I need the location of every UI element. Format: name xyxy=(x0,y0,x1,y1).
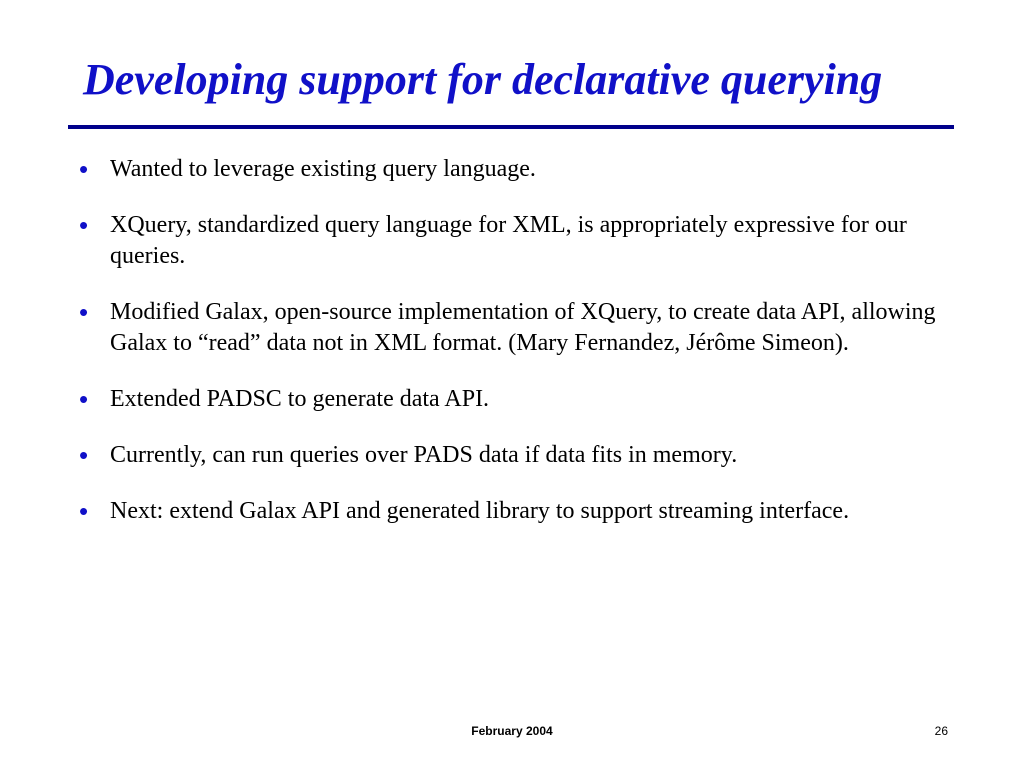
bullet-icon: • xyxy=(79,384,89,414)
bullet-item xyxy=(79,440,949,471)
bullet-item xyxy=(79,384,949,415)
bullet-text: Extended PADSC to generate data API. xyxy=(110,386,490,412)
bullet-item xyxy=(79,154,949,185)
bullet-text: Next: extend Galax API and generated library to support streaming interface. xyxy=(110,498,850,524)
title-divider xyxy=(68,125,954,129)
bullet-text: Currently, can run queries over PADS data if data fits in memory. xyxy=(110,442,738,468)
bullet-icon: • xyxy=(79,440,89,470)
bullet-icon: • xyxy=(79,210,89,240)
slide-title: Developing support for declarative querying xyxy=(83,55,883,104)
bullet-text: Wanted to leverage existing query language. xyxy=(110,156,536,182)
bullet-icon: • xyxy=(79,154,89,184)
bullet-item xyxy=(79,210,949,272)
bullet-item xyxy=(79,297,949,359)
bullet-text: Modified Galax, open-source implementation of XQuery, to create data API, allowing Galax to “read” data not in XML format. (Mary Fernandez, Jérôme Simeon). xyxy=(110,299,936,356)
bullet-list xyxy=(79,154,949,552)
bullet-item xyxy=(79,496,949,527)
bullet-icon: • xyxy=(79,496,89,526)
bullet-icon: • xyxy=(79,297,89,327)
bullet-text: XQuery, standardized query language for XML, is appropriately expressive for our queries. xyxy=(110,212,907,269)
page-number: 26 xyxy=(934,724,948,738)
footer-date: February 2004 xyxy=(471,724,553,738)
